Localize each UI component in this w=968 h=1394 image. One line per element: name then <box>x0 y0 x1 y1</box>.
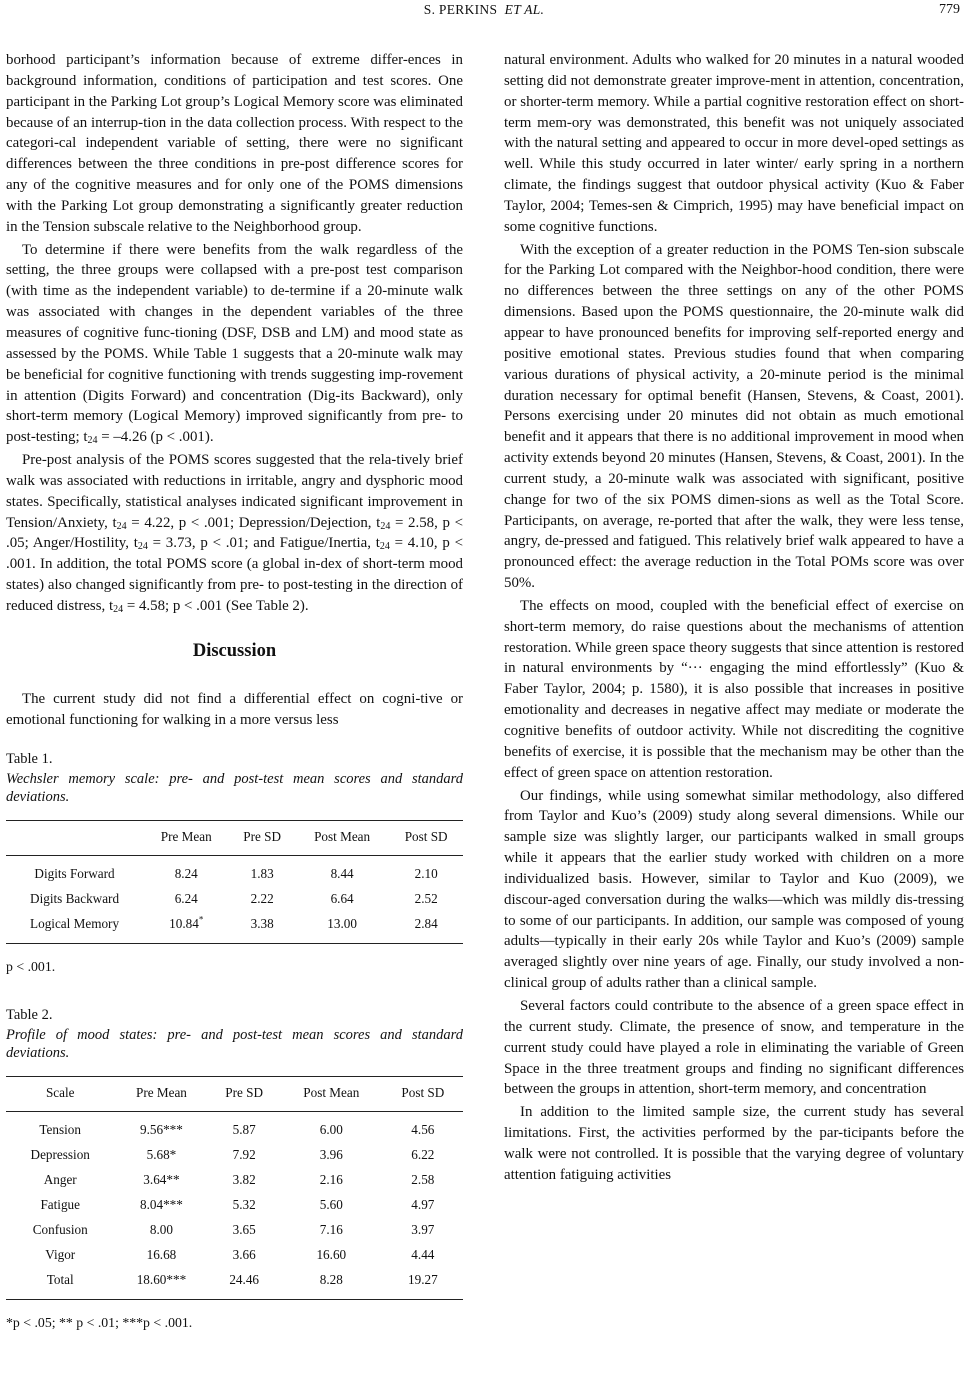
table-cell: 2.84 <box>389 912 463 944</box>
table2-header-cell: Post Mean <box>280 1077 383 1112</box>
table2-caption <box>6 1006 463 1062</box>
paragraph-r3: The effects on mood, coupled with the beneficial effect of exercise on short-term memory, do raise questions about the mechanisms of attention restoration. While green space theory suggests that since attention is restored in natural environments by “··· engaging the mind effortlessly” (Kuo & Faber Taylor, 2004; p. 1580), it is also possible that increases in positive emotionality and decreases in negative affect may mediate or moderate the cognitive benefits of outdoor activity. While not discrediting the cognitive benefits of exercise, it is possible that the mechanism may be other than the effect of green space on attention restoration. <box>504 597 964 781</box>
table1-header-row <box>6 821 463 856</box>
table-cell: 4.97 <box>411 1197 435 1213</box>
table1-header-cell: Post SD <box>389 821 463 856</box>
t-stat-text: = 4.58; p < .001 (See Table 2). <box>123 597 309 614</box>
table-cell: 9.56*** <box>140 1122 183 1138</box>
table-cell: 19.27 <box>383 1268 463 1300</box>
table-cell: 13.00 <box>295 912 389 944</box>
running-head <box>0 0 968 20</box>
table-row <box>6 1218 463 1243</box>
table-row <box>6 1193 463 1218</box>
table-cell: 3.82 <box>232 1172 256 1188</box>
t-stat-text: = 2.58, p < .05; Anger/Hostility, t <box>6 514 463 552</box>
discussion-heading: Discussion <box>192 640 277 661</box>
running-header <box>0 0 968 40</box>
table-cell: 1.83 <box>250 866 274 882</box>
table-cell: Total <box>6 1268 114 1300</box>
table-cell: 8.24 <box>174 866 198 882</box>
table-cell: Fatigue <box>40 1197 80 1213</box>
t-stat-text: = –4.26 (p < .001). <box>97 429 214 446</box>
table2-description <box>6 1026 463 1062</box>
table1-description <box>6 770 463 806</box>
table-cell: 3.66 <box>232 1247 256 1263</box>
table-cell: Confusion <box>32 1222 88 1238</box>
t-subscript: 24 <box>379 541 390 553</box>
table-cell: 7.92 <box>232 1147 256 1163</box>
table1-header-cell: Pre Mean <box>143 821 229 856</box>
table1 <box>6 820 463 944</box>
paragraph-2 <box>6 240 463 448</box>
table-cell: 6.22 <box>411 1147 435 1163</box>
table-cell: 3.64** <box>143 1172 180 1188</box>
table-cell: Depression <box>30 1147 90 1163</box>
t-stat-text: = 4.22, p < .001; Depression/Dejection, t <box>126 514 381 531</box>
table-cell: 3.97 <box>411 1222 435 1238</box>
table-cell <box>143 912 229 944</box>
table-cell: Anger <box>43 1172 77 1188</box>
left-column <box>6 50 463 1332</box>
table2-caption-rest: : pre- and post-test mean scores and standard deviations. <box>6 1027 464 1062</box>
table-cell: Digits Backward <box>30 891 120 907</box>
table-cell: 16.68 <box>146 1247 177 1263</box>
table-row <box>6 1112 463 1144</box>
table-cell: 4.44 <box>411 1247 435 1263</box>
table-cell: 4.56 <box>411 1122 435 1138</box>
t-subscript: 24 <box>380 520 391 532</box>
table-cell: Logical Memory <box>6 912 143 944</box>
author-name: S. PERKINS <box>423 2 498 17</box>
table-cell: 5.32 <box>232 1197 256 1213</box>
t-subscript: 24 <box>87 435 98 447</box>
t-stat-text: = 3.73, p < .01; and Fatigue/Inertia, t <box>147 535 380 552</box>
table2-caption-lead: Profile of mood states <box>6 1027 153 1044</box>
paragraph-r1: natural environment. Adults who walked for 20 minutes in a natural wooded setting did not demonstrate greater improve-ment in attention, concentration, or shorter-term memory. While a partial cognitive restoration effect on short-term mem-ory was demonstrated, this benefit was not uniquely associated with the natural setting and appeared to occur in more devel-oped settings as well. While this study occurred in later winter/ early spring in a northern climate, the findings suggest that outdoor physical activity (Kuo & Faber Taylor, 2004; Temes-sen & Cimprich, 1995) may have beneficial impact on some cognitive functions. <box>504 52 964 235</box>
right-column <box>504 50 964 1186</box>
table1-header-cell: Pre SD <box>229 821 295 856</box>
table-cell: 2.16 <box>319 1172 343 1188</box>
table-cell: 3.65 <box>232 1222 256 1238</box>
significance-mark: * <box>198 915 204 925</box>
table-cell: 8.04*** <box>140 1197 183 1213</box>
table1-header-cell: Post Mean <box>295 821 389 856</box>
table-cell: Tension <box>39 1122 81 1138</box>
table-cell: 2.58 <box>411 1172 435 1188</box>
table-cell: 6.24 <box>174 891 198 907</box>
table-row <box>6 1243 463 1268</box>
table-cell: 8.00 <box>149 1222 173 1238</box>
table2-header-cell: Post SD <box>383 1077 463 1112</box>
table-cell: Vigor <box>45 1247 76 1263</box>
t-subscript: 24 <box>116 520 127 532</box>
t-subscript: 24 <box>113 603 124 615</box>
table-row <box>6 1268 463 1300</box>
table-cell: 6.00 <box>319 1122 343 1138</box>
paragraph-r6: In addition to the limited sample size, the current study has several limitations. First, the activities performed by the par-ticipants before the walk were not controlled. It is possible that the varying degree of voluntary attention fatiguing activities <box>504 1104 964 1183</box>
table1-caption <box>6 750 463 806</box>
et-al: ET AL. <box>504 2 545 17</box>
table-row <box>6 1143 463 1168</box>
table-row <box>6 1168 463 1193</box>
table-cell: 5.87 <box>232 1122 256 1138</box>
paragraph-2-text: To determine if there were benefits from the walk regardless of the setting, the three groups were collapsed with a pre-post test comparison (with time as the independent variable) to de-termine if a 20-minute walk was associated with changes in the dependent variables of the three measures of cognitive func-tioning (DSF, DSB and LM) and mood state as assessed by the POMS. While Table 1 suggests that a 20-minute walk may be beneficial for cognitive functioning with trends suggesting imp-rovement in attention (Digits Forward) and concentration (Dig-its Backward), only short-term memory (Logical Memory) improved significantly from pre- to post-testing; t <box>6 241 463 446</box>
page-number: 779 <box>939 2 960 17</box>
table-cell: 5.60 <box>319 1197 343 1213</box>
table-cell: 2.10 <box>414 866 438 882</box>
discussion-paragraph: The current study did not find a differential effect on cogni-tive or emotional functioning for walking in a more versus less <box>6 690 463 728</box>
table2-header-cell: Scale <box>6 1077 114 1112</box>
paragraph-r5: Several factors could contribute to the absence of a green space effect in the current study. Climate, the presence of snow, and temperature in the current study could have played a role in eliminating the variable of Green Space in the three treatment groups and finding no significant differences between the groups in attention, short-term memory, and concentration <box>504 997 964 1098</box>
table-row <box>6 912 463 944</box>
table1-header-cell <box>6 821 143 856</box>
table-cell: 5.68* <box>146 1147 177 1163</box>
table-row <box>6 856 463 888</box>
table2 <box>6 1076 463 1300</box>
table2-header-row <box>6 1077 463 1112</box>
table-cell: 3.38 <box>229 912 295 944</box>
table-row <box>6 887 463 912</box>
table-cell: 7.16 <box>319 1222 343 1238</box>
table2-header-cell: Pre Mean <box>114 1077 208 1112</box>
table1-label: Table 1. <box>6 751 53 768</box>
table-cell: 8.28 <box>280 1268 383 1300</box>
table-cell: 2.52 <box>414 891 438 907</box>
paragraph-3 <box>6 450 463 617</box>
table-cell: 2.22 <box>250 891 274 907</box>
table1-caption-rest: : pre- and post-test mean scores and standard deviations. <box>6 771 463 806</box>
table-cell-value: 10.84 <box>169 916 199 932</box>
table-cell: Digits Forward <box>34 866 115 882</box>
table2-label: Table 2. <box>6 1007 53 1024</box>
table-cell: 16.60 <box>316 1247 347 1263</box>
table1-caption-lead: Wechsler memory scale <box>6 771 155 788</box>
table2-note: *p < .05; ** p < .01; ***p < .001. <box>6 1315 193 1331</box>
table-cell: 18.60*** <box>114 1268 208 1300</box>
t-subscript: 24 <box>137 541 148 553</box>
table-cell: 6.64 <box>330 891 354 907</box>
paragraph-3-text: Pre-post analysis of the POMS scores suggested that the rela-tively brief walk was associated with reductions in irritable, angry and dysphoric mood states. Specifically, statistical analyses indicated significant improvement in Tension/Anxiety, t <box>6 452 463 531</box>
table-cell: 24.46 <box>208 1268 279 1300</box>
paragraph-1: borhood participant’s information because of extreme differ-ences in background information, conditions of participation and test scores. One participant in the Parking Lot group’s Logical Memory score was eliminated because of an interrup-tion in the data collection process. With respect to the categori-cal independent variable of setting, there were no significant differences between the three conditions in pre-post difference scores for any of the cognitive measures and for only one of the POMS dimensions with the Parking Lot group demonstrating a significantly greater reduction in the Tension subscale relative to the Neighborhood group. <box>6 52 463 235</box>
paragraph-r4: Our findings, while using somewhat similar methodology, also differed from Taylor and Kuo’s (2009) study along several dimensions. While our sample size was slightly larger, our participants walked in small groups while it appears that the earlier study worked with children on a more individualized basis. However, similar to Taylor and Kuo (2009), we discour-aged conversation during the walks—which was mildly dis-tressing to some of our participants. In addition, our sample was composed of young adults—typically in their early 20s while Taylor and Kuo’s (2009) sample averaged slightly over nine years of age. Finally, our study involved a non-clinical group of adults rather than a clinical sample. <box>504 787 964 992</box>
table-cell: 3.96 <box>319 1147 343 1163</box>
paragraph-r2: With the exception of a greater reduction in the POMS Ten-sion subscale for the Parking Lot compared with the Neighbor-hood condition, there were no differences between the three settings on any of the other POMS dimensions. Based upon the POMS questionnaire, the 20-minute walk did appear to have pronounced benefits for improving self-reported energy and positive emotional states. Previous studies found that when comparing various durations of physical activity, a 20-minute period is the minimal duration necessary for optimal benefit (Hansen, Stevens, & Coast, 2001). Persons exercising under 20 minutes did not obtain as much emotional benefit and it appears that there is no additional improvement in mood when activity extends beyond 20 minutes (Hansen, Stevens, & Coast, 2001). In the current study, a 20-minute walk was associated with significant, positive change for two of the six POMS dimen-sions as well as the Total Score. Participants, on average, re-ported that after the walk, they were less tense, angry, de-pressed and fatigued. This relatively brief walk appeared to have a pronounced effect: the average reduction in the Total POMs score was over 50%. <box>504 241 964 592</box>
table-cell: 8.44 <box>330 866 354 882</box>
t-stat-text: = 4.10, p < .001. In addition, the total POMS score (a global in-dex of short-term mood states) also changed significantly from pre- to post-testing in the direction of reduced distress, t <box>6 535 463 614</box>
table2-header-cell: Pre SD <box>208 1077 279 1112</box>
table1-note: p < .001. <box>6 959 56 975</box>
